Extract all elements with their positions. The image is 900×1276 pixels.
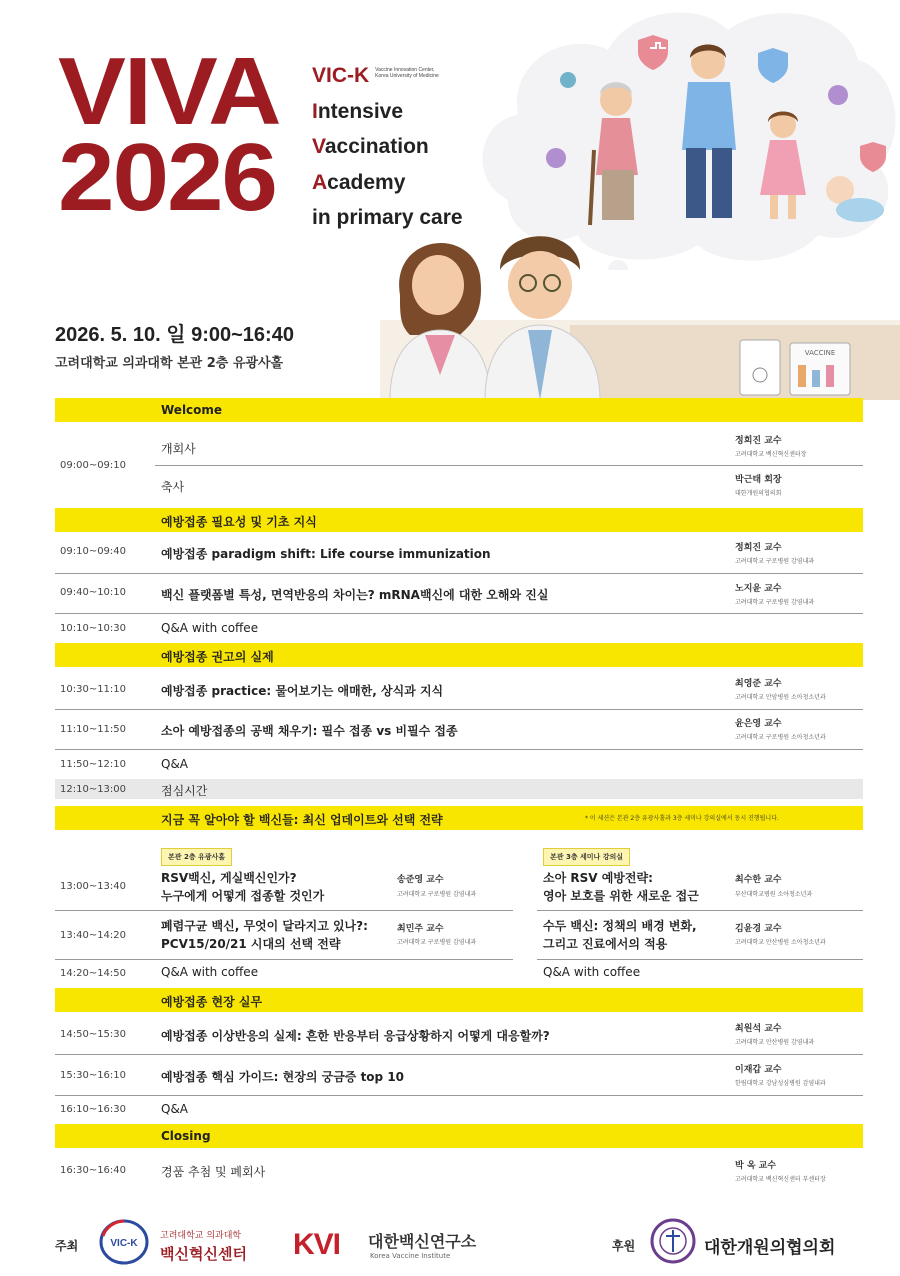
title-line: 수두 백신: 정책의 배경 변화,	[543, 919, 697, 933]
vick-subtitle	[375, 67, 439, 79]
section-header-reality	[55, 643, 863, 667]
row-divider	[55, 749, 863, 750]
speaker-affiliation: 고려대학교 구로병원 소아청소년과	[735, 734, 826, 741]
row-divider	[537, 959, 863, 960]
row-divider	[55, 613, 863, 614]
speaker-affiliation: 고려대학교 구로병원 감염내과	[735, 558, 815, 565]
session-title: Q&A	[161, 1102, 189, 1116]
time-slot: 11:50~12:10	[60, 759, 127, 770]
acronym-first: A	[312, 170, 328, 194]
section-header-welcome	[55, 398, 863, 422]
doctors-illustration	[380, 225, 900, 400]
kvi-logo: KVI	[293, 1228, 341, 1261]
session-title: 개회사	[161, 442, 196, 456]
speaker-affiliation: 한림대학교 강남성심병원 감염내과	[735, 1080, 826, 1087]
session-title: Q&A	[161, 757, 189, 771]
row-divider	[55, 709, 863, 710]
session-title: 축사	[161, 480, 185, 494]
row-divider	[55, 959, 513, 960]
sponsor-label: 후원	[612, 1239, 636, 1253]
time-slot: 13:40~14:20	[60, 930, 127, 941]
vick-sub-line2: Korea University of Medicine	[375, 73, 439, 79]
center-name: 백신혁신센터	[160, 1245, 247, 1263]
section-header-basics	[55, 508, 863, 532]
title-line: 누구에게 어떻게 접종할 것인가	[161, 889, 325, 903]
speaker-name: 최영준 교수	[735, 679, 782, 689]
speaker-name: 윤은영 교수	[735, 719, 782, 729]
session-title-left	[161, 869, 324, 905]
vick-title: VIC-K	[312, 64, 370, 87]
time-slot: 09:40~10:10	[60, 587, 127, 598]
session-title: 백신 플랫폼별 특성, 면역반응의 차이는? mRNA백신에 대한 오해와 진실	[161, 588, 549, 602]
row-divider	[155, 465, 863, 466]
session-title-left	[161, 917, 368, 953]
title-line: 소아 RSV 예방전략:	[543, 871, 653, 885]
speaker-name: 최원석 교수	[735, 1024, 782, 1034]
section-header-closing	[55, 1124, 863, 1148]
kvi-subtitle: Korea Vaccine Institute	[370, 1252, 451, 1260]
vaccine-board	[790, 343, 850, 395]
title-line: 그리고 진료에서의 적용	[543, 937, 668, 951]
time-slot: 16:10~16:30	[60, 1104, 127, 1115]
section-title: Closing	[161, 1129, 211, 1143]
time-slot: 14:50~15:30	[60, 1029, 127, 1040]
virus-icon	[828, 85, 848, 105]
time-slot: 16:30~16:40	[60, 1165, 127, 1176]
speaker-affiliation: 고려대학교 안산병원 감염내과	[735, 1039, 815, 1046]
session-title-right	[543, 917, 697, 953]
section-note: * 이 세션은 본관 2층 유광사홀과 3층 세미나 강의실에서 동시 진행됩니다.	[585, 815, 779, 822]
virus-icon	[546, 148, 566, 168]
vick-line	[312, 58, 463, 94]
acronym-rest: accination	[324, 135, 429, 158]
virus-icon	[560, 72, 576, 88]
session-title: 예방접종 practice: 물어보기는 애매한, 상식과 지식	[161, 684, 444, 698]
time-slot: 10:30~11:10	[60, 684, 127, 695]
speaker-name: 최민주 교수	[397, 924, 444, 934]
row-divider	[55, 573, 863, 574]
speaker-affiliation: 고려대학교 백신혁신센터장	[735, 451, 807, 458]
kvi-name: 대한백신연구소	[368, 1232, 477, 1251]
room-label-left: 본관 2층 유광사홀	[161, 848, 232, 866]
event-date: 2026. 5. 10. 일 9:00~16:40	[55, 324, 294, 346]
time-slot: 09:00~09:10	[60, 460, 127, 471]
speaker-name: 송준영 교수	[397, 875, 444, 885]
speaker-affiliation: 고려대학교 백신혁신센터 부센터장	[735, 1176, 826, 1183]
session-title-right: Q&A with coffee	[543, 965, 641, 979]
vick-logo-icon	[98, 1218, 150, 1266]
title-line: 폐렴구균 백신, 무엇이 달라지고 있나?:	[161, 919, 368, 933]
acronym-line	[312, 165, 463, 201]
time-slot: 15:30~16:10	[60, 1070, 127, 1081]
acronym-first: I	[312, 99, 318, 123]
session-title: Q&A with coffee	[161, 621, 259, 635]
speaker-affiliation: 고려대학교 구로병원 감염내과	[735, 599, 815, 606]
speaker-name: 김윤경 교수	[735, 924, 782, 934]
speaker-affiliation: 부산대학교병원 소아청소년과	[735, 891, 813, 898]
section-header-field	[55, 988, 863, 1012]
speaker-name: 최수한 교수	[735, 875, 782, 885]
acronym-line	[312, 94, 463, 130]
section-title: 예방접종 현장 실무	[161, 995, 263, 1009]
acronym-rest: cademy	[327, 170, 406, 194]
room-label-right: 본관 3층 세미나 강의실	[543, 848, 630, 866]
host-label: 주최	[55, 1239, 79, 1253]
event-venue: 고려대학교 의과대학 본관 2층 유광사홀	[55, 356, 284, 371]
event-logo-viva	[58, 38, 280, 231]
speaker-name: 박근태 회장	[735, 475, 782, 485]
row-divider	[55, 1095, 863, 1096]
acronym-first: V	[312, 135, 325, 158]
speaker-affiliation: 고려대학교 구로병원 감염내과	[397, 891, 477, 898]
time-slot: 14:20~14:50	[60, 968, 127, 979]
sponsor-name: 대한개원의협의회	[704, 1238, 836, 1258]
section-title: 예방접종 권고의 실제	[161, 650, 274, 664]
time-slot: 12:10~13:00	[60, 784, 127, 795]
speaker-affiliation: 고려대학교 안암병원 소아청소년과	[735, 694, 826, 701]
center-subtitle: 고려대학교 의과대학	[160, 1231, 242, 1241]
vick-sub-line1: Vaccine Innovation Center,	[375, 67, 435, 73]
title-line: 영아 보호를 위한 새로운 접근	[543, 889, 699, 903]
time-slot: 13:00~13:40	[60, 881, 127, 892]
session-title: 예방접종 이상반응의 실제: 흔한 반응부터 응급상황하지 어떻게 대응할까?	[161, 1029, 550, 1043]
session-title: 점심시간	[161, 784, 208, 798]
acronym-line	[312, 129, 463, 165]
vaccine-board-label: VACCINE	[804, 349, 836, 357]
row-divider	[55, 1054, 863, 1055]
session-title-left: Q&A with coffee	[161, 965, 259, 979]
viva-text: VIVA	[58, 38, 280, 145]
acronym-rest: ntensive	[317, 99, 404, 123]
section-title: Welcome	[161, 403, 223, 417]
speaker-affiliation: 고려대학교 구로병원 감염내과	[397, 939, 477, 946]
speaker-name: 이재갑 교수	[735, 1065, 782, 1075]
session-title: 경품 추첨 및 폐회사	[161, 1165, 266, 1179]
session-title: 소아 예방접종의 공백 채우기: 필수 접종 vs 비필수 접종	[161, 724, 458, 738]
male-doctor-figure	[485, 236, 600, 400]
acronym-rest: in primary care	[312, 206, 463, 229]
speaker-name: 정희진 교수	[735, 543, 782, 553]
time-slot: 10:10~10:30	[60, 623, 127, 634]
speaker-affiliation: 대한개원의협의회	[735, 490, 782, 497]
clipboard-icon	[740, 340, 780, 395]
title-line: RSV백신, 게실백신인가?	[161, 871, 297, 885]
academy-acronym	[312, 58, 463, 236]
time-slot: 11:10~11:50	[60, 724, 127, 735]
year-text: 2026	[58, 124, 276, 231]
association-seal-icon	[650, 1218, 696, 1264]
speaker-affiliation: 고려대학교 안산병원 소아청소년과	[735, 939, 826, 946]
row-divider	[537, 910, 863, 911]
row-divider	[55, 910, 513, 911]
session-title: 예방접종 paradigm shift: Life course immunization	[161, 547, 491, 561]
section-header-vaccines	[55, 806, 863, 830]
time-slot: 09:10~09:40	[60, 546, 127, 557]
speaker-name: 노지윤 교수	[735, 584, 782, 594]
title-line: PCV15/20/21 시대의 선택 전략	[161, 937, 341, 951]
section-title: 예방접종 필요성 및 기초 지식	[161, 515, 317, 529]
section-title: 지금 꼭 알아야 할 백신들: 최신 업데이트와 선택 전략	[161, 813, 443, 827]
speaker-name: 박 옥 교수	[735, 1161, 777, 1171]
session-title-right	[543, 869, 699, 905]
speaker-name: 정희진 교수	[735, 436, 782, 446]
session-title: 예방접종 핵심 가이드: 현장의 궁금증 top 10	[161, 1070, 405, 1084]
vick-logo-text: VIC-K	[110, 1238, 138, 1249]
